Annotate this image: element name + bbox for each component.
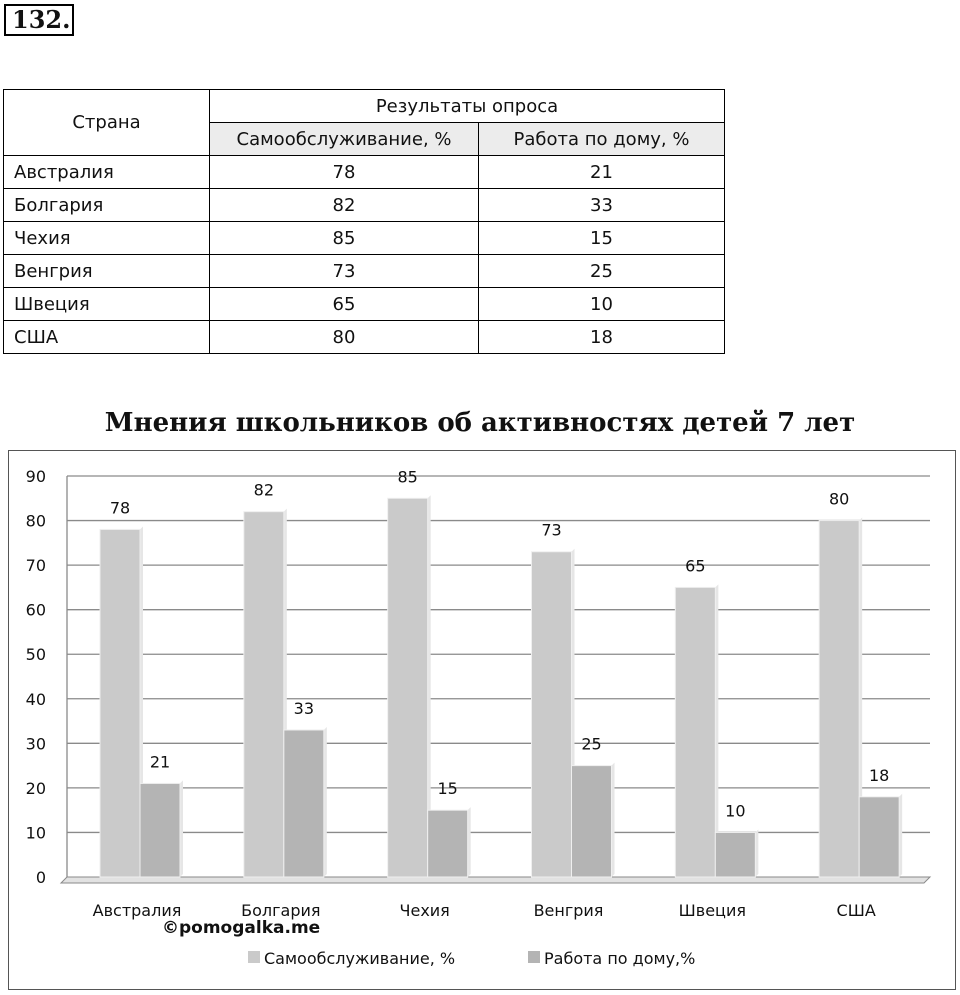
data-label: 73 [541, 520, 562, 540]
y-tick-label: 40 [25, 689, 46, 709]
legend-label: Самообслуживание, % [264, 949, 456, 968]
survey-results-header: Результаты опроса [210, 90, 725, 123]
country-cell: Болгария [4, 189, 210, 222]
legend-label: Работа по дому,% [544, 949, 696, 968]
data-label: 10 [725, 801, 746, 821]
data-label: 21 [149, 752, 171, 772]
housework-header: Работа по дому, % [479, 123, 725, 156]
x-tick-label: Австралия [92, 901, 182, 920]
y-tick-label: 90 [25, 467, 46, 486]
legend-swatch-self-service [248, 951, 260, 963]
country-cell: Швеция [4, 288, 210, 321]
bar [675, 587, 715, 877]
data-label: 18 [868, 765, 890, 785]
data-label: 80 [828, 489, 850, 509]
y-tick-label: 50 [25, 645, 46, 665]
bar [244, 512, 284, 877]
y-tick-label: 80 [25, 511, 46, 531]
housework-cell: 18 [479, 321, 725, 354]
chart-title: Мнения школьников об активностях детей 7 лет [104, 408, 856, 438]
country-cell: Чехия [4, 222, 210, 255]
chart-floor [61, 877, 930, 883]
self-service-cell: 65 [210, 288, 479, 321]
housework-cell: 15 [479, 222, 725, 255]
data-label: 82 [253, 480, 275, 500]
self-service-cell: 78 [210, 156, 479, 189]
bar [572, 766, 612, 877]
x-tick-label: Венгрия [533, 901, 604, 920]
x-tick-label: Швеция [678, 901, 746, 920]
bar [100, 529, 140, 877]
data-label: 78 [109, 498, 131, 518]
bar [428, 810, 468, 877]
data-label: 85 [397, 467, 418, 487]
y-tick-label: 60 [25, 600, 46, 620]
problem-number: 132. [4, 4, 74, 36]
country-header: Страна [4, 90, 210, 156]
bar [715, 832, 755, 877]
y-tick-label: 10 [25, 823, 46, 843]
watermark: ©pomogalka.me [162, 918, 321, 938]
country-cell: Австралия [4, 156, 210, 189]
country-cell: США [4, 321, 210, 354]
bar [819, 521, 859, 877]
self-service-cell: 73 [210, 255, 479, 288]
housework-cell: 25 [479, 255, 725, 288]
data-label: 33 [293, 698, 315, 718]
self-service-cell: 85 [210, 222, 479, 255]
self-service-cell: 80 [210, 321, 479, 354]
x-tick-label: Чехия [399, 901, 450, 920]
data-label: 65 [685, 556, 706, 576]
x-tick-label: США [836, 901, 876, 920]
self-service-cell: 82 [210, 189, 479, 222]
housework-cell: 10 [479, 288, 725, 321]
housework-cell: 21 [479, 156, 725, 189]
y-tick-label: 30 [25, 734, 46, 754]
bar [859, 797, 899, 877]
bar [532, 552, 572, 877]
y-tick-label: 0 [35, 868, 46, 887]
housework-cell: 33 [479, 189, 725, 222]
bar [140, 783, 180, 877]
country-cell: Венгрия [4, 255, 210, 288]
self-service-header: Самообслуживание, % [210, 123, 479, 156]
y-tick-label: 70 [25, 556, 46, 576]
x-tick-label: Болгария [241, 901, 321, 920]
legend-swatch-housework [528, 951, 540, 963]
bar [388, 498, 428, 877]
data-label: 15 [437, 779, 458, 799]
bar [284, 730, 324, 877]
y-tick-label: 20 [25, 778, 46, 798]
data-label: 25 [581, 734, 602, 754]
